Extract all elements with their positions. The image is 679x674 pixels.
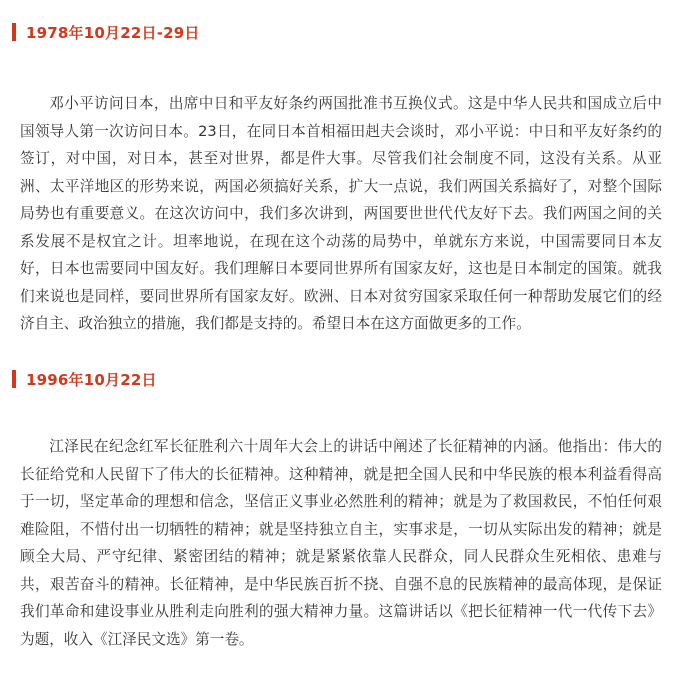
date-heading [12,22,200,42]
event-paragraph: 邓小平访问日本，出席中日和平友好条约两国批准书互换仪式。这是中华人民共和国成立后中国领导人第一次访问日本。23日，在同日本首相福田赳夫会谈时，邓小平说：中日和平友好条约的签订，对中国，对日本，甚至对世界，都是件大事。尽管我们社会制度不同，这没有关系。从亚洲、太平洋地区的形势来说，两国必须搞好关系，扩大一点说，我们两国关系搞好了，对整个国际局势也有重要意义。在这次访问中，我们多次讲到，两国要世世代代友好下去。我们两国之间的关系发展不是权宜之计。坦率地说，在现在这个动荡的局势中，单就东方来说，中国需要同日本友好，日本也需要同中国友好。我们理解日本要同世界所有国家友好，这也是日本制定的国策。就我们来说也是同样，要同世界所有国家友好。欧洲、日本对贫穷国家采取任何一种帮助发展它们的经济自主、政治独立的措施，我们都是支持的。希望日本在这方面做更多的工作。 [20,95,662,332]
date-heading [12,369,157,389]
date-heading-text: 1996年10月22日 [26,370,157,389]
event-paragraph: 江泽民在纪念红军长征胜利六十周年大会上的讲话中阐述了长征精神的内涵。他指出：伟大的长征给党和人民留下了伟大的长征精神。这种精神，就是把全国人民和中华民族的根本利益看得高于一切，坚定革命的理想和信念，坚信正义事业必然胜利的精神；就是为了救国救民，不怕任何艰难险阻，不惜付出一切牺牲的精神；就是坚持独立自主，实事求是，一切从实际出发的精神；就是顾全大局、严守纪律、紧密团结的精神；就是紧紧依靠人民群众，同人民群众生死相依、患难与共，艰苦奋斗的精神。长征精神，是中华民族百折不挠、自强不息的民族精神的最高体现，是保证我们革命和建设事业从胜利走向胜利的强大精神力量。这篇讲话以《把长征精神一代一代传下去》为题，收入《江泽民文选》第一卷。 [20,438,662,648]
heading-accent-bar [12,23,16,41]
date-heading-text: 1978年10月22日-29日 [26,23,200,42]
heading-accent-bar [12,370,16,388]
